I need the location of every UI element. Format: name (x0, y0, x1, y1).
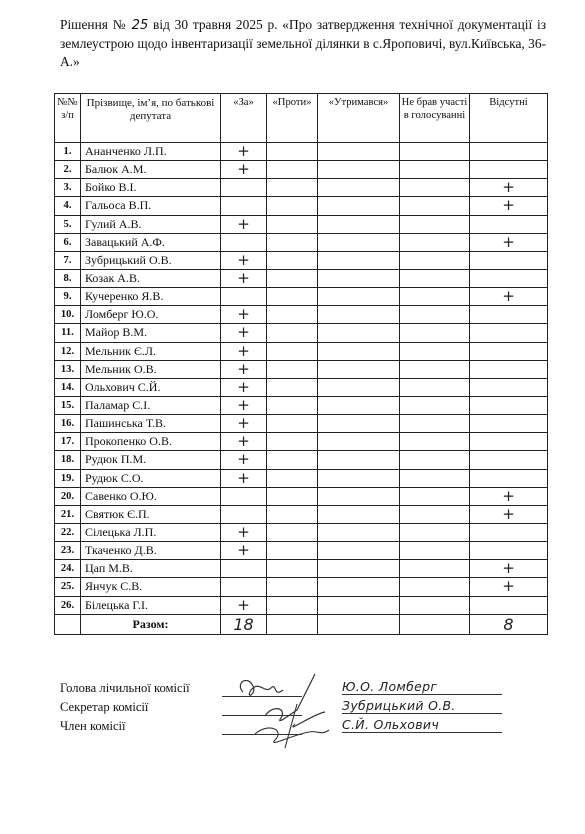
vote-vidsutni: + (470, 197, 548, 215)
vote-za: + (221, 269, 267, 287)
table-row (55, 451, 548, 469)
vote-proty (267, 215, 318, 233)
member-label: Член комісії (60, 719, 126, 733)
vote-ne-brav (400, 306, 470, 324)
vote-ne-brav (400, 269, 470, 287)
vote-vidsutni (470, 596, 548, 614)
row-number: 10. (55, 306, 81, 324)
vote-vidsutni (470, 415, 548, 433)
secretary-signature-scribble (265, 674, 325, 727)
deputy-name: Савенко О.Ю. (81, 487, 221, 505)
vote-utrymavsia (318, 487, 400, 505)
deputy-name: Сілецька Л.П. (81, 523, 221, 541)
vote-utrymavsia (318, 251, 400, 269)
deputy-name: Зубрицький О.В. (81, 251, 221, 269)
vote-vidsutni: + (470, 233, 548, 251)
table-row (55, 197, 548, 215)
vote-proty (267, 542, 318, 560)
vote-za: + (221, 306, 267, 324)
vote-utrymavsia (318, 306, 400, 324)
vote-za: + (221, 143, 267, 161)
deputy-name: Пашинська Т.В. (81, 415, 221, 433)
row-number: 21. (55, 505, 81, 523)
vote-vidsutni (470, 161, 548, 179)
header-name: Прізвище, ім’я, по батькові депутата (81, 94, 221, 143)
table-row (55, 415, 548, 433)
row-number: 26. (55, 596, 81, 614)
total-vidsutni: 8 (470, 614, 548, 634)
decision-number: 25 (131, 18, 149, 33)
deputy-name: Білецька Г.І. (81, 596, 221, 614)
vote-proty (267, 415, 318, 433)
deputy-name: Гальоса В.П. (81, 197, 221, 215)
vote-utrymavsia (318, 560, 400, 578)
vote-proty (267, 233, 318, 251)
vote-vidsutni (470, 215, 548, 233)
table-row (55, 523, 548, 541)
row-number: 22. (55, 523, 81, 541)
vote-vidsutni (470, 360, 548, 378)
row-number: 11. (55, 324, 81, 342)
vote-vidsutni: + (470, 179, 548, 197)
table-row (55, 396, 548, 414)
vote-proty (267, 251, 318, 269)
deputy-name: Ананченко Л.П. (81, 143, 221, 161)
vote-ne-brav (400, 251, 470, 269)
chair-label: Голова лічильної комісії (60, 681, 190, 695)
vote-ne-brav (400, 143, 470, 161)
vote-za (221, 487, 267, 505)
total-proty (267, 614, 318, 634)
table-row (55, 469, 548, 487)
vote-proty (267, 451, 318, 469)
vote-ne-brav (400, 542, 470, 560)
deputy-name: Мельник О.В. (81, 360, 221, 378)
vote-ne-brav (400, 415, 470, 433)
total-row (55, 614, 548, 634)
vote-utrymavsia (318, 143, 400, 161)
total-ne-brav (400, 614, 470, 634)
vote-proty (267, 469, 318, 487)
vote-utrymavsia (318, 378, 400, 396)
row-number: 4. (55, 197, 81, 215)
vote-vidsutni (470, 523, 548, 541)
table-row (55, 288, 548, 306)
row-number: 1. (55, 143, 81, 161)
vote-proty (267, 197, 318, 215)
table-row (55, 542, 548, 560)
vote-ne-brav (400, 505, 470, 523)
vote-za: + (221, 415, 267, 433)
vote-utrymavsia (318, 233, 400, 251)
deputy-name: Святюк Є.П. (81, 505, 221, 523)
deputy-name: Паламар С.І. (81, 396, 221, 414)
total-za: 18 (221, 614, 267, 634)
deputy-name: Балюк А.М. (81, 161, 221, 179)
vote-vidsutni: + (470, 487, 548, 505)
deputy-name: Рудюк П.М. (81, 451, 221, 469)
deputy-name: Козак А.В. (81, 269, 221, 287)
vote-ne-brav (400, 596, 470, 614)
vote-proty (267, 324, 318, 342)
row-number: 2. (55, 161, 81, 179)
vote-utrymavsia (318, 161, 400, 179)
table-row (55, 433, 548, 451)
deputy-name: Мельник Є.Л. (81, 342, 221, 360)
vote-za: + (221, 433, 267, 451)
vote-proty (267, 269, 318, 287)
secretary-label: Секретар комісії (60, 700, 149, 714)
vote-ne-brav (400, 396, 470, 414)
member-name: С.Й. Ольхович (342, 717, 502, 733)
table-row (55, 306, 548, 324)
vote-vidsutni (470, 396, 548, 414)
deputy-name: Цап М.В. (81, 560, 221, 578)
vote-proty (267, 505, 318, 523)
deputy-name: Гулий А.В. (81, 215, 221, 233)
row-number: 23. (55, 542, 81, 560)
vote-ne-brav (400, 342, 470, 360)
vote-utrymavsia (318, 596, 400, 614)
vote-vidsutni: + (470, 288, 548, 306)
row-number: 14. (55, 378, 81, 396)
deputy-name: Рудюк С.О. (81, 469, 221, 487)
table-row (55, 161, 548, 179)
table-row (55, 560, 548, 578)
vote-vidsutni (470, 269, 548, 287)
total-utrymavsia (318, 614, 400, 634)
vote-proty (267, 179, 318, 197)
vote-utrymavsia (318, 542, 400, 560)
table-row (55, 378, 548, 396)
vote-ne-brav (400, 161, 470, 179)
deputy-name: Майор В.М. (81, 324, 221, 342)
vote-vidsutni (470, 342, 548, 360)
table-row (55, 487, 548, 505)
table-row (55, 342, 548, 360)
vote-utrymavsia (318, 342, 400, 360)
vote-utrymavsia (318, 324, 400, 342)
secretary-name: Зубрицький О.В. (342, 698, 502, 714)
vote-ne-brav (400, 378, 470, 396)
vote-za: + (221, 469, 267, 487)
vote-proty (267, 396, 318, 414)
vote-ne-brav (400, 197, 470, 215)
vote-vidsutni (470, 324, 548, 342)
decision-text: від 30 травня 2025 р. «Про затвердження технічної документації із землеустрою щодо інвентаризації земельної ділянки в с.Яроповичі, вул.Київська, 36-А.» (60, 17, 546, 69)
total-no-cell (55, 614, 81, 634)
chair-name: Ю.О. Ломберг (342, 679, 502, 695)
vote-utrymavsia (318, 360, 400, 378)
vote-proty (267, 487, 318, 505)
deputy-name: Прокопенко О.В. (81, 433, 221, 451)
table-row (55, 233, 548, 251)
header-ne-brav: Не брав участі в голосуванні (400, 94, 470, 143)
table-header-row (55, 94, 548, 143)
vote-vidsutni (470, 451, 548, 469)
vote-vidsutni (470, 378, 548, 396)
vote-ne-brav (400, 451, 470, 469)
row-number: 5. (55, 215, 81, 233)
member-signature-scribble (255, 704, 329, 748)
vote-za (221, 197, 267, 215)
vote-vidsutni (470, 306, 548, 324)
vote-za (221, 179, 267, 197)
row-number: 13. (55, 360, 81, 378)
vote-proty (267, 596, 318, 614)
vote-za (221, 288, 267, 306)
vote-proty (267, 143, 318, 161)
vote-ne-brav (400, 288, 470, 306)
deputy-name: Ольхович С.Й. (81, 378, 221, 396)
deputy-name: Кучеренко Я.В. (81, 288, 221, 306)
vote-za: + (221, 596, 267, 614)
vote-utrymavsia (318, 269, 400, 287)
deputy-name: Завацький А.Ф. (81, 233, 221, 251)
row-number: 12. (55, 342, 81, 360)
table-row (55, 251, 548, 269)
row-number: 6. (55, 233, 81, 251)
vote-utrymavsia (318, 469, 400, 487)
vote-vidsutni (470, 251, 548, 269)
vote-vidsutni: + (470, 505, 548, 523)
vote-za: + (221, 360, 267, 378)
vote-za (221, 505, 267, 523)
deputy-name: Бойко В.І. (81, 179, 221, 197)
vote-ne-brav (400, 215, 470, 233)
vote-ne-brav (400, 179, 470, 197)
vote-utrymavsia (318, 415, 400, 433)
row-number: 18. (55, 451, 81, 469)
chair-signature-scribble (240, 680, 283, 695)
row-number: 3. (55, 179, 81, 197)
deputy-name: Янчук С.В. (81, 578, 221, 596)
vote-ne-brav (400, 523, 470, 541)
vote-ne-brav (400, 469, 470, 487)
table-row (55, 578, 548, 596)
row-number: 25. (55, 578, 81, 596)
total-label: Разом: (81, 614, 221, 634)
vote-vidsutni (470, 469, 548, 487)
voting-table (54, 93, 548, 635)
vote-za: + (221, 342, 267, 360)
row-number: 17. (55, 433, 81, 451)
vote-utrymavsia (318, 578, 400, 596)
vote-ne-brav (400, 560, 470, 578)
vote-proty (267, 161, 318, 179)
vote-utrymavsia (318, 288, 400, 306)
vote-vidsutni: + (470, 560, 548, 578)
vote-za: + (221, 523, 267, 541)
vote-za: + (221, 396, 267, 414)
decision-prefix: Рішення № (60, 17, 127, 32)
vote-ne-brav (400, 324, 470, 342)
table-row (55, 143, 548, 161)
vote-za: + (221, 542, 267, 560)
vote-ne-brav (400, 578, 470, 596)
table-row (55, 324, 548, 342)
row-number: 7. (55, 251, 81, 269)
header-no: №№ з/п (55, 94, 81, 143)
vote-proty (267, 433, 318, 451)
vote-proty (267, 560, 318, 578)
vote-za: + (221, 161, 267, 179)
table-row (55, 269, 548, 287)
table-row (55, 360, 548, 378)
header-utrymavsia: «Утримався» (318, 94, 400, 143)
handwritten-signatures (225, 664, 335, 754)
row-number: 8. (55, 269, 81, 287)
vote-ne-brav (400, 487, 470, 505)
vote-utrymavsia (318, 215, 400, 233)
vote-vidsutni (470, 143, 548, 161)
vote-vidsutni (470, 542, 548, 560)
header-proty: «Проти» (267, 94, 318, 143)
row-number: 19. (55, 469, 81, 487)
vote-za: + (221, 378, 267, 396)
vote-vidsutni: + (470, 578, 548, 596)
vote-za: + (221, 451, 267, 469)
vote-za: + (221, 215, 267, 233)
row-number: 9. (55, 288, 81, 306)
vote-utrymavsia (318, 197, 400, 215)
vote-ne-brav (400, 233, 470, 251)
vote-proty (267, 360, 318, 378)
vote-vidsutni (470, 433, 548, 451)
vote-ne-brav (400, 360, 470, 378)
vote-utrymavsia (318, 179, 400, 197)
vote-ne-brav (400, 433, 470, 451)
vote-proty (267, 523, 318, 541)
decision-header (60, 16, 546, 71)
vote-proty (267, 306, 318, 324)
table-row (55, 179, 548, 197)
header-vidsutni: Відсутні (470, 94, 548, 143)
row-number: 24. (55, 560, 81, 578)
vote-proty (267, 378, 318, 396)
vote-utrymavsia (318, 433, 400, 451)
vote-za (221, 560, 267, 578)
vote-utrymavsia (318, 523, 400, 541)
vote-za (221, 578, 267, 596)
row-number: 20. (55, 487, 81, 505)
vote-za: + (221, 251, 267, 269)
vote-proty (267, 288, 318, 306)
table-row (55, 215, 548, 233)
row-number: 16. (55, 415, 81, 433)
vote-utrymavsia (318, 505, 400, 523)
vote-za (221, 233, 267, 251)
deputy-name: Ткаченко Д.В. (81, 542, 221, 560)
vote-utrymavsia (318, 396, 400, 414)
vote-utrymavsia (318, 451, 400, 469)
deputy-name: Ломберг Ю.О. (81, 306, 221, 324)
header-za: «За» (221, 94, 267, 143)
table-row (55, 596, 548, 614)
row-number: 15. (55, 396, 81, 414)
table-row (55, 505, 548, 523)
vote-proty (267, 578, 318, 596)
vote-za: + (221, 324, 267, 342)
vote-proty (267, 342, 318, 360)
